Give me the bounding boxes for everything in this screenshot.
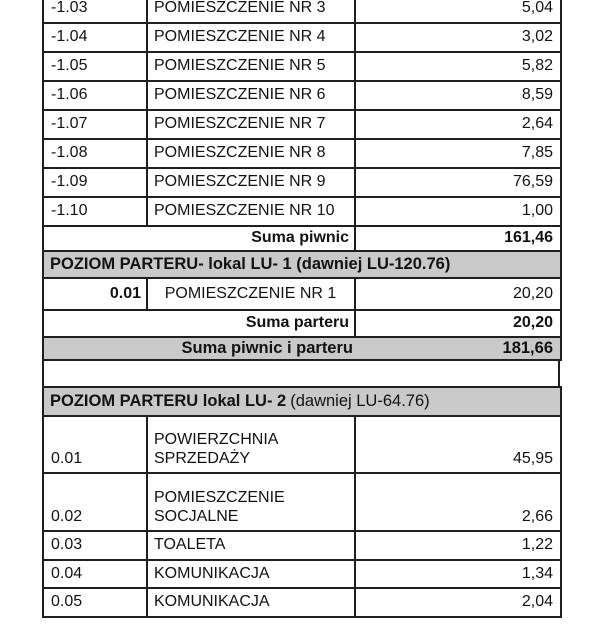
table-row bbox=[43, 23, 561, 52]
room-area: 2,64 bbox=[355, 110, 561, 139]
room-name: KOMUNIKACJA bbox=[147, 588, 355, 617]
room-id: -1.07 bbox=[43, 110, 147, 139]
area-tables bbox=[42, 0, 560, 618]
room-id: 0.01 bbox=[43, 278, 147, 310]
room-name: POMIESZCZENIE NR 7 bbox=[147, 110, 355, 139]
parter-sum-row bbox=[43, 310, 561, 337]
room-area: 76,59 bbox=[355, 168, 561, 197]
room-id: -1.05 bbox=[43, 52, 147, 81]
basement-sum-row bbox=[43, 226, 561, 251]
room-area: 1,34 bbox=[355, 560, 561, 588]
room-name: POMIESZCZENIE SOCJALNE bbox=[147, 473, 355, 531]
room-name: POMIESZCZENIE NR 5 bbox=[147, 52, 355, 81]
room-name: KOMUNIKACJA bbox=[147, 560, 355, 588]
grand-total-label: Suma piwnic i parteru bbox=[181, 339, 353, 358]
room-area: 5,82 bbox=[355, 52, 561, 81]
table-row bbox=[43, 139, 561, 168]
table-row bbox=[43, 52, 561, 81]
room-name: TOALETA bbox=[147, 531, 355, 560]
room-area: 2,04 bbox=[355, 588, 561, 617]
room-area: 7,85 bbox=[355, 139, 561, 168]
room-id: 0.03 bbox=[43, 531, 147, 560]
table-row bbox=[43, 531, 561, 560]
room-id: -1.06 bbox=[43, 81, 147, 110]
table-row bbox=[43, 560, 561, 588]
room-name: POMIESZCZENIE NR 8 bbox=[147, 139, 355, 168]
table-gap-spacer bbox=[42, 361, 560, 386]
table-row bbox=[43, 168, 561, 197]
table-row bbox=[43, 81, 561, 110]
room-name: POMIESZCZENIE NR 1 bbox=[147, 278, 355, 310]
room-name: POMIESZCZENIE NR 6 bbox=[147, 81, 355, 110]
lu2-table bbox=[42, 386, 562, 618]
section-header-lu1-text: POZIOM PARTERU- lokal LU- 1 (dawniej LU-120.76) bbox=[43, 251, 561, 278]
room-name: POMIESZCZENIE NR 3 bbox=[147, 0, 355, 23]
room-area: 8,59 bbox=[355, 81, 561, 110]
parter-sum-value: 20,20 bbox=[355, 310, 561, 337]
basement-and-lu1-table bbox=[42, 0, 562, 361]
table-row bbox=[43, 416, 561, 473]
grand-total-row bbox=[43, 337, 561, 360]
room-id: 0.01 bbox=[43, 416, 147, 473]
basement-sum-label: Suma piwnic bbox=[43, 226, 355, 251]
room-id: 0.02 bbox=[43, 473, 147, 531]
parter-sum-label: Suma parteru bbox=[43, 310, 355, 337]
table-row bbox=[43, 0, 561, 23]
room-name: POMIESZCZENIE NR 4 bbox=[147, 23, 355, 52]
room-name: POMIESZCZENIE NR 10 bbox=[147, 197, 355, 226]
room-id: -1.03 bbox=[43, 0, 147, 23]
room-area: 45,95 bbox=[355, 416, 561, 473]
room-id: -1.04 bbox=[43, 23, 147, 52]
table-row bbox=[43, 278, 561, 310]
room-name: POWIERZCHNIA SPRZEDAŻY bbox=[147, 416, 355, 473]
table-row bbox=[43, 110, 561, 139]
room-area: 2,66 bbox=[355, 473, 561, 531]
table-row bbox=[43, 197, 561, 226]
room-area: 20,20 bbox=[355, 278, 561, 310]
section-header-lu2-cell bbox=[43, 387, 561, 416]
room-id: -1.08 bbox=[43, 139, 147, 168]
table-row bbox=[43, 473, 561, 531]
room-id: 0.05 bbox=[43, 588, 147, 617]
section-header-lu2-bold: POZIOM PARTERU lokal LU- 2 bbox=[50, 392, 287, 411]
room-area: 1,22 bbox=[355, 531, 561, 560]
table-row bbox=[43, 588, 561, 617]
room-id: -1.10 bbox=[43, 197, 147, 226]
section-header-lu2-regular: (dawniej LU-64.76) bbox=[290, 392, 430, 411]
room-area: 1,00 bbox=[355, 197, 561, 226]
section-header-lu1 bbox=[43, 251, 561, 278]
room-id: 0.04 bbox=[43, 560, 147, 588]
basement-sum-value: 161,46 bbox=[355, 226, 561, 251]
room-name: POMIESZCZENIE NR 9 bbox=[147, 168, 355, 197]
room-id: -1.09 bbox=[43, 168, 147, 197]
room-area: 3,02 bbox=[355, 23, 561, 52]
grand-total-cell bbox=[43, 337, 561, 360]
room-area: 5,04 bbox=[355, 0, 561, 23]
section-header-lu2 bbox=[43, 387, 561, 416]
grand-total-value: 181,66 bbox=[502, 339, 553, 358]
